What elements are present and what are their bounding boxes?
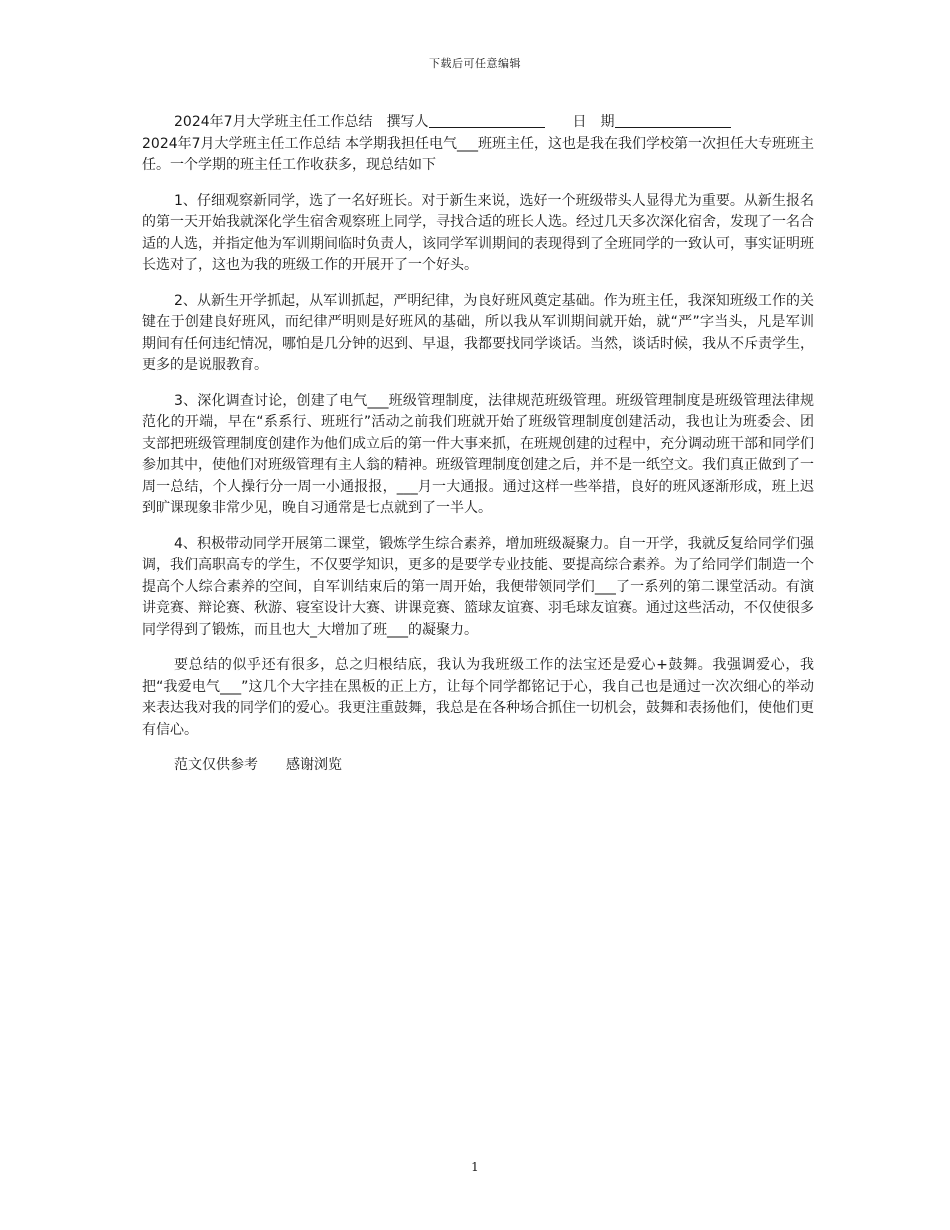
paragraph-5: 要总结的似乎还有很多，总之归根结底，我认为我班级工作的法宝还是爱心+鼓舞。我强调爱心，我把“我爱电气___”这几个大字挂在黑板的正上方，让每个同学都铭记于心，我自己也是通过一次次细心的举动来表达我对我的同学们的爱心。我更注重鼓舞，我总是在各种场合抓住一切机会，鼓舞和表扬他们，使他们更有信心。 <box>142 657 814 738</box>
page-header: 下载后可任意编辑 <box>429 57 521 70</box>
footer-note-left: 范文仅供参考 <box>174 757 258 773</box>
document-title: 2024年7月大学班主任工作总结 <box>174 114 373 130</box>
author-blank <box>429 113 545 128</box>
intro-paragraph: 2024年7月大学班主任工作总结 本学期我担任电气___班班主任，这也是我在我们学校第一次担任大专班班主任。一个学期的班主任工作收获多，现总结如下 <box>142 135 814 173</box>
paragraph-3: 3、深化调查讨论，创建了电气___班级管理制度，法律规范班级管理。班级管理制度是班级管理法律规范化的开端，早在“系系行、班班行”活动之前我们班就开始了班级管理制度创建活动，我也让为班委会、团支部把班级管理制度创建作为他们成立后的第一件大事来抓，在班规创建的过程中，充分调动班干部和同学们参加其中，使他们对班级管理有主人翁的精神。班级管理制度创建之后，并不是一纸空文。我们真正做到了一周一总结，个人操行分一周一小通报报，___月一大通报。通过这样一些举措，良好的班风逐渐形成，班上迟到旷课现象非常少见，晚自习通常是七点就到了一半人。 <box>142 392 814 516</box>
document-body <box>142 112 814 777</box>
author-label: 撰写人 <box>386 114 429 130</box>
title-line <box>142 112 814 134</box>
paragraph-4: 4、积极带动同学开展第二课堂，锻炼学生综合素养，增加班级凝聚力。自一开学，我就反复给同学们强调，我们高职高专的学生，不仅要学知识，更多的是要学专业技能、要提高综合素养。为了给同学们制造一个提高个人综合素养的空间，自军训结束后的第一周开始，我便带领同学们___了一系列的第二课堂活动。有演讲竞赛、辩论赛、秋游、寝室设计大赛、讲课竞赛、篮球友谊赛、羽毛球友谊赛。通过这些活动，不仅使很多同学得到了锻炼，而且也大_大增加了班___的凝聚力。 <box>142 535 814 638</box>
paragraph-2: 2、从新生开学抓起，从军训抓起，严明纪律，为良好班风奠定基础。作为班主任，我深知班级工作的关键在于创建良好班风，而纪律严明则是好班风的基础，所以我从军训期间就开始，就“严”字当头，凡是军训期间有任何违纪情况，哪怕是几分钟的迟到、早退，我都要找同学谈话。当然，谈话时候，我从不斥责学生，更多的是说服教育。 <box>142 292 814 373</box>
footer-line <box>142 755 814 777</box>
date-blank <box>615 113 731 128</box>
paragraph-1: 1、仔细观察新同学，选了一名好班长。对于新生来说，选好一个班级带头人显得尤为重要。从新生报名的第一天开始我就深化学生宿舍观察班上同学，寻找合适的班长人选。经过几天多次深化宿舍，发现了一名合适的人选，并指定他为军训期间临时负责人，该同学军训期间的表现得到了全班同学的一致认可，事实证明班长选对了，这也为我的班级工作的开展开了一个好头。 <box>142 192 814 273</box>
page-number: 1 <box>471 1160 479 1174</box>
date-label: 日 期 <box>572 114 615 130</box>
footer-note-right: 感谢浏览 <box>286 757 342 773</box>
